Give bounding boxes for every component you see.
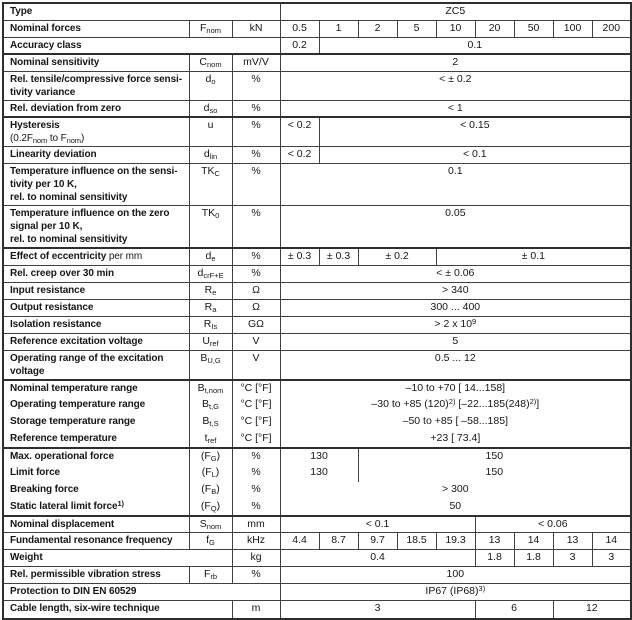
temp-influence-zero-symbol: $TK_0$ (189, 206, 232, 249)
reference-excitation-voltage-value-0: 5 (280, 333, 631, 350)
row-temp-influence-zero (3, 206, 631, 249)
eccentricity-symbol: $d_e$ (189, 248, 232, 265)
creep-label: Rel. creep over 30 min (3, 265, 189, 282)
nominal-forces-value-3: 5 (397, 20, 436, 37)
nominal-displacement-symbol: $S_{nom}$ (189, 516, 232, 533)
spec-table-body (3, 3, 631, 619)
output-resistance-symbol: $R_a$ (189, 299, 232, 316)
operating-temperature-range-label: Operating temperature range (3, 397, 189, 414)
row-accuracy-class (3, 37, 631, 54)
fundamental-resonance-frequency-value-7: 13 (553, 533, 592, 550)
breaking-force-value-0: > 300 (442, 482, 469, 495)
output-resistance-value-0: 300 ... 400 (280, 299, 631, 316)
fundamental-resonance-frequency-value-5: 13 (475, 533, 514, 550)
nominal-forces-value-2: 2 (358, 20, 397, 37)
row-excitation-voltage-range (3, 350, 631, 380)
accuracy-class-value-0: 0.2 (280, 37, 319, 54)
breaking-force-symbol: $(F_B)$ (189, 482, 232, 499)
row-hysteresis (3, 117, 631, 147)
protection-label: Protection to DIN EN 60529 (3, 584, 280, 601)
max-operational-force-unit: % (232, 448, 280, 465)
row-protection (3, 584, 631, 601)
row-limit-force (3, 465, 631, 482)
eccentricity-label: Effect of eccentricity per mm (3, 248, 189, 265)
row-reference-excitation-voltage (3, 333, 631, 350)
accuracy-class-value-1: 0.1 (319, 37, 631, 54)
limit-force-value-1: 150 (485, 465, 504, 478)
row-eccentricity (3, 248, 631, 265)
weight-value-0: 0.4 (280, 550, 475, 567)
isolation-resistance-label: Isolation resistance (3, 316, 189, 333)
row-nominal-forces (3, 20, 631, 37)
fundamental-resonance-frequency-label: Fundamental resonance frequency (3, 533, 189, 550)
linearity-deviation-symbol: $d_{lin}$ (189, 147, 232, 164)
temp-influence-sensitivity-symbol: $TK_C$ (189, 164, 232, 206)
static-lateral-limit-force-unit: % (232, 499, 280, 516)
operating-temperature-range-unit: °C [°F] (232, 397, 280, 414)
nominal-temperature-range-symbol: $B_{t,nom}$ (189, 380, 232, 397)
cable-length-unit: m (232, 601, 280, 619)
reference-excitation-voltage-symbol: $U_{ref}$ (189, 333, 232, 350)
reference-excitation-voltage-unit: V (232, 333, 280, 350)
eccentricity-value-2: ± 0.2 (358, 248, 436, 265)
nominal-displacement-value-1: < 0.06 (475, 516, 631, 533)
input-resistance-label: Input resistance (3, 282, 189, 299)
breaking-force-unit: % (232, 482, 280, 499)
fundamental-resonance-frequency-value-6: 14 (514, 533, 553, 550)
temp-influence-zero-unit: % (232, 206, 280, 249)
tensile-compressive-variance-unit: % (232, 71, 280, 100)
row-linearity-deviation (3, 147, 631, 164)
row-deviation-from-zero (3, 100, 631, 117)
cable-length-value-1: 6 (475, 601, 553, 619)
linearity-deviation-value-0: < 0.2 (280, 147, 319, 164)
storage-temperature-range-symbol: $B_{t,S}$ (189, 414, 232, 431)
type-value-0: ZC5 (280, 3, 631, 20)
row-weight (3, 550, 631, 567)
nominal-forces-value-4: 10 (436, 20, 475, 37)
row-max-operational-force (3, 448, 631, 465)
nominal-forces-value-5: 20 (475, 20, 514, 37)
vibration-stress-value-0: 100 (280, 567, 631, 584)
fundamental-resonance-frequency-value-4: 19.3 (436, 533, 475, 550)
max-operational-force-value-1: 150 (485, 449, 504, 462)
limit-force-label: Limit force (3, 465, 189, 482)
temp-influence-zero-value-0: 0.05 (280, 206, 631, 249)
nominal-sensitivity-symbol: $C_{nom}$ (189, 54, 232, 71)
excitation-voltage-range-unit: V (232, 350, 280, 380)
row-nominal-displacement (3, 516, 631, 533)
row-storage-temperature-range (3, 414, 631, 431)
deviation-from-zero-label: Rel. deviation from zero (3, 100, 189, 117)
eccentricity-unit: % (232, 248, 280, 265)
isolation-resistance-unit: GΩ (232, 316, 280, 333)
row-nominal-sensitivity (3, 54, 631, 71)
storage-temperature-range-value-0: –50 to +85 [ –58...185] (402, 414, 508, 427)
row-output-resistance (3, 299, 631, 316)
weight-label: Weight (3, 550, 232, 567)
fundamental-resonance-frequency-value-3: 18.5 (397, 533, 436, 550)
row-type (3, 3, 631, 20)
nominal-sensitivity-value-0: 2 (280, 54, 631, 71)
creep-symbol: $d_{crF+E}$ (189, 265, 232, 282)
weight-unit: kg (232, 550, 280, 567)
nominal-displacement-unit: mm (232, 516, 280, 533)
row-vibration-stress (3, 567, 631, 584)
excitation-voltage-range-value-0: 0.5 ... 12 (280, 350, 631, 380)
type-label: Type (3, 3, 280, 20)
isolation-resistance-value-0: > 2 x $10^9$ (280, 316, 631, 333)
nominal-temperature-range-label: Nominal temperature range (3, 380, 189, 397)
eccentricity-value-0: ± 0.3 (280, 248, 319, 265)
nominal-displacement-value-0: < 0.1 (280, 516, 475, 533)
limit-force-symbol: $(F_L)$ (189, 465, 232, 482)
vibration-stress-unit: % (232, 567, 280, 584)
reference-excitation-voltage-label: Reference excitation voltage (3, 333, 189, 350)
weight-value-3: 3 (553, 550, 592, 567)
cable-length-value-0: 3 (280, 601, 475, 619)
protection-value-0: IP67 $(IP68)^{3)}$ (280, 584, 631, 601)
weight-value-1: 1.8 (475, 550, 514, 567)
nominal-forces-value-6: 50 (514, 20, 553, 37)
fundamental-resonance-frequency-value-2: 9.7 (358, 533, 397, 550)
nominal-displacement-label: Nominal displacement (3, 516, 189, 533)
deviation-from-zero-unit: % (232, 100, 280, 117)
nominal-forces-value-1: 1 (319, 20, 358, 37)
cable-length-label: Cable length, six-wire technique (3, 601, 232, 619)
tensile-compressive-variance-symbol: $d_o$ (189, 71, 232, 100)
fundamental-resonance-frequency-value-8: 14 (592, 533, 631, 550)
limit-force-value-0: 130 (280, 465, 358, 482)
row-fundamental-resonance-frequency (3, 533, 631, 550)
accuracy-class-label: Accuracy class (3, 37, 280, 54)
max-operational-force-symbol: $(F_G)$ (189, 448, 232, 465)
deviation-from-zero-symbol: $d_{so}$ (189, 100, 232, 117)
eccentricity-value-1: ± 0.3 (319, 248, 358, 265)
hysteresis-symbol: u (189, 117, 232, 147)
linearity-deviation-value-1: < 0.1 (319, 147, 631, 164)
temp-influence-sensitivity-unit: % (232, 164, 280, 206)
row-input-resistance (3, 282, 631, 299)
static-lateral-limit-force-symbol: $(F_Q)$ (189, 499, 232, 516)
hysteresis-unit: % (232, 117, 280, 147)
nominal-forces-symbol: $F_{nom}$ (189, 20, 232, 37)
nominal-forces-label: Nominal forces (3, 20, 189, 37)
fundamental-resonance-frequency-value-0: 4.4 (280, 533, 319, 550)
row-reference-temperature (3, 431, 631, 448)
nominal-forces-value-0: 0.5 (280, 20, 319, 37)
reference-temperature-symbol: $t_{ref}$ (189, 431, 232, 448)
nominal-forces-value-8: 200 (592, 20, 631, 37)
fundamental-resonance-frequency-unit: kHz (232, 533, 280, 550)
eccentricity-value-3: ± 0.1 (436, 248, 631, 265)
temp-influence-sensitivity-value-0: 0.1 (280, 164, 631, 206)
tensile-compressive-variance-label: Rel. tensile/compressive force sensi- tivity variance (3, 71, 189, 100)
nominal-sensitivity-label: Nominal sensitivity (3, 54, 189, 71)
row-static-lateral-limit-force (3, 499, 631, 516)
output-resistance-label: Output resistance (3, 299, 189, 316)
hysteresis-label: Hysteresis ($0.2F_{nom}$ to $F_{nom}$) (3, 117, 189, 147)
storage-temperature-range-unit: °C [°F] (232, 414, 280, 431)
operating-temperature-range-symbol: $B_{t,G}$ (189, 397, 232, 414)
deviation-from-zero-value-0: < 1 (280, 100, 631, 117)
weight-value-4: 3 (592, 550, 631, 567)
row-temp-influence-sensitivity (3, 164, 631, 206)
reference-temperature-label: Reference temperature (3, 431, 189, 448)
limit-force-unit: % (232, 465, 280, 482)
vibration-stress-label: Rel. permissible vibration stress (3, 567, 189, 584)
reference-temperature-value-0: +23 [ 73.4] (280, 431, 631, 448)
row-creep (3, 265, 631, 282)
row-isolation-resistance (3, 316, 631, 333)
input-resistance-value-0: > 340 (280, 282, 631, 299)
isolation-resistance-symbol: $R_{Is}$ (189, 316, 232, 333)
hysteresis-value-0: < 0.2 (280, 117, 319, 147)
excitation-voltage-range-label: Operating range of the excitation voltage (3, 350, 189, 380)
linearity-deviation-unit: % (232, 147, 280, 164)
weight-value-2: 1.8 (514, 550, 553, 567)
creep-unit: % (232, 265, 280, 282)
row-tensile-compressive-variance (3, 71, 631, 100)
max-operational-force-value-0: 130 (280, 448, 358, 465)
static-lateral-limit-force-label: Static lateral limit force$^{1)}$ (3, 499, 189, 516)
nominal-temperature-range-value-0: –10 to +70 [ 14...158] (405, 381, 506, 394)
spec-table (2, 2, 632, 620)
max-operational-force-label: Max. operational force (3, 448, 189, 465)
excitation-voltage-range-symbol: $B_{U,G}$ (189, 350, 232, 380)
vibration-stress-symbol: $F_{rb}$ (189, 567, 232, 584)
row-breaking-force (3, 482, 631, 499)
row-operating-temperature-range (3, 397, 631, 414)
input-resistance-unit: Ω (232, 282, 280, 299)
hysteresis-value-1: < 0.15 (319, 117, 631, 147)
nominal-forces-unit: kN (232, 20, 280, 37)
cable-length-value-2: 12 (553, 601, 631, 619)
nominal-temperature-range-unit: °C [°F] (232, 380, 280, 397)
reference-temperature-unit: °C [°F] (232, 431, 280, 448)
input-resistance-symbol: $R_e$ (189, 282, 232, 299)
temp-influence-zero-label: Temperature influence on the zero signal per 10 K, rel. to nominal sensitivity (3, 206, 189, 249)
temp-influence-sensitivity-label: Temperature influence on the sensi- tivity per 10 K, rel. to nominal sensitivity (3, 164, 189, 206)
creep-value-0: < ± 0.06 (280, 265, 631, 282)
nominal-forces-value-7: 100 (553, 20, 592, 37)
fundamental-resonance-frequency-value-1: 8.7 (319, 533, 358, 550)
row-nominal-temperature-range (3, 380, 631, 397)
linearity-deviation-label: Linearity deviation (3, 147, 189, 164)
breaking-force-label: Breaking force (3, 482, 189, 499)
fundamental-resonance-frequency-symbol: $f_G$ (189, 533, 232, 550)
output-resistance-unit: Ω (232, 299, 280, 316)
nominal-sensitivity-unit: mV/V (232, 54, 280, 71)
static-lateral-limit-force-value-0: 50 (280, 499, 631, 516)
operating-temperature-range-value-0: –30 to +85 $(120)^{2)}$ $[-22...185(248)^{2)}]$ (371, 396, 540, 410)
tensile-compressive-variance-value-0: < ± 0.2 (280, 71, 631, 100)
storage-temperature-range-label: Storage temperature range (3, 414, 189, 431)
